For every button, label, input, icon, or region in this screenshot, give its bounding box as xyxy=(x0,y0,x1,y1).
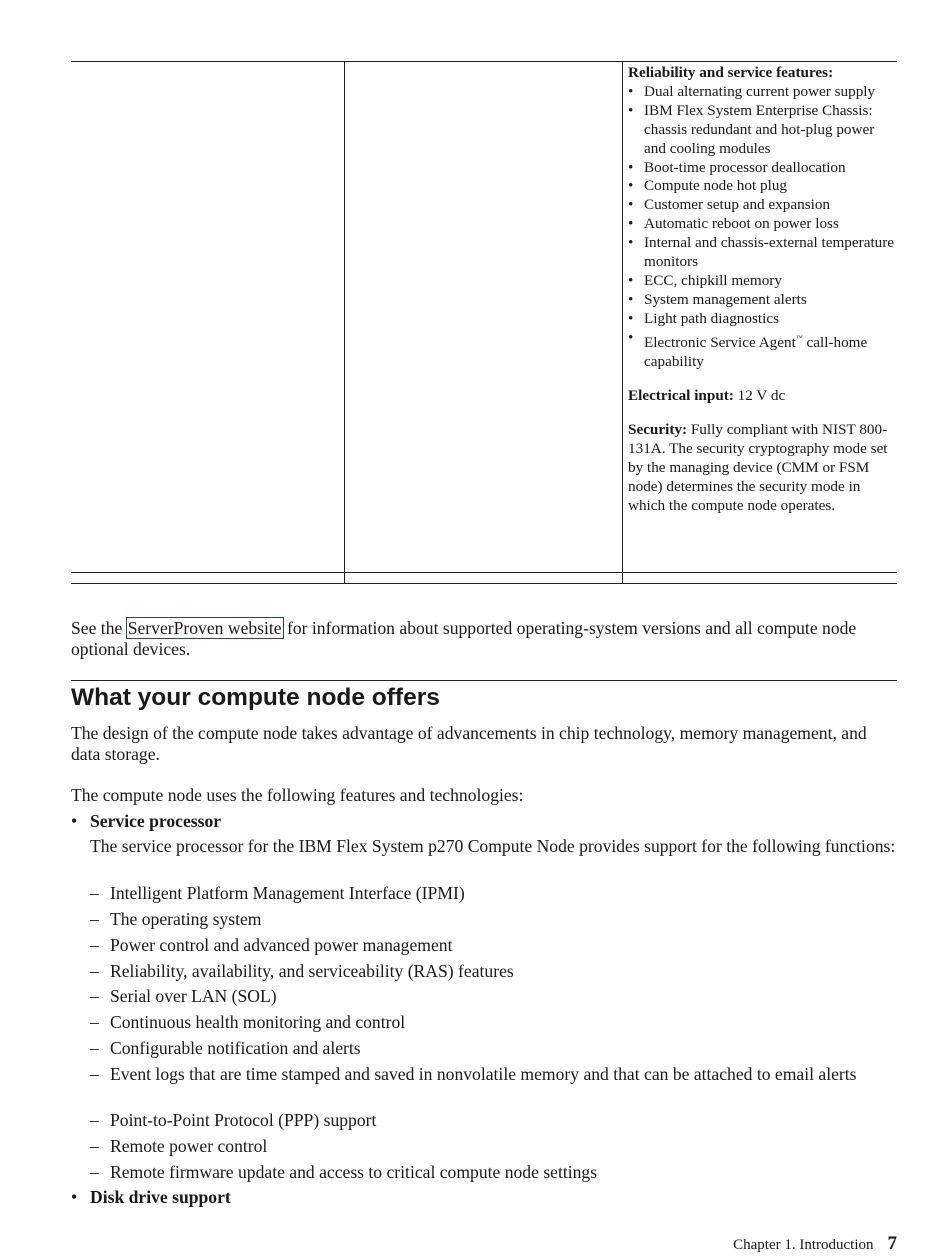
bullet-icon: • xyxy=(71,811,78,831)
list-item: • Automatic reboot on power loss xyxy=(628,215,896,234)
feature-title: Service processor xyxy=(90,811,222,831)
list-item: – Event logs that are time stamped and saved in nonvolatile memory and that can be attached to email alerts xyxy=(90,1064,857,1084)
list-item: • System management alerts xyxy=(628,291,896,310)
page-footer xyxy=(733,1234,897,1255)
see-prefix: See the xyxy=(71,618,127,638)
see-suffix: for information about supported operating-system versions and all compute node optional devices. xyxy=(71,618,857,659)
list-item: • IBM Flex System Enterprise Chassis: chassis redundant and hot-plug power and cooling modules xyxy=(628,102,896,159)
list-item: – Remote power control xyxy=(90,1136,268,1156)
table-row-rule xyxy=(71,572,897,573)
dash-icon: – xyxy=(90,883,99,903)
list-item: – Serial over LAN (SOL) xyxy=(90,986,277,1006)
list-item: • Light path diagnostics xyxy=(628,310,896,329)
electrical-label: Electrical input: xyxy=(628,387,734,404)
esa-suffix: call-home capability xyxy=(644,333,868,370)
page-number: 7 xyxy=(887,1233,897,1254)
table-bottom-rule xyxy=(71,583,897,584)
dash-icon: – xyxy=(90,909,99,929)
reliability-heading: Reliability and service features: xyxy=(628,64,834,81)
table-column-divider-2 xyxy=(622,61,623,583)
electrical-input xyxy=(628,387,896,406)
list-item: • Compute node hot plug xyxy=(628,177,896,196)
section-lead: The compute node uses the following features and technologies: xyxy=(71,785,524,805)
list-item: – The operating system xyxy=(90,909,262,929)
dash-icon: – xyxy=(90,1064,99,1084)
esa-prefix: Electronic Service Agent xyxy=(644,333,796,351)
feature-title: Disk drive support xyxy=(90,1187,231,1207)
list-item: – Continuous health monitoring and control xyxy=(90,1012,406,1032)
electrical-value: 12 V dc xyxy=(733,387,786,404)
list-item: • Internal and chassis-external temperature monitors xyxy=(628,234,896,272)
list-item: – Configurable notification and alerts xyxy=(90,1038,361,1058)
table-column-divider-1 xyxy=(344,61,345,583)
specifications-table xyxy=(71,61,897,584)
security-value: Fully compliant with NIST 800-131A. The security cryptography mode set by the managing device (CMM or FSM node) determines the security mode in which the compute node operates. xyxy=(628,421,888,515)
trademark-symbol: ™ xyxy=(795,333,803,342)
security-label: Security: xyxy=(628,421,688,439)
list-item: – Point-to-Point Protocol (PPP) support xyxy=(90,1110,377,1130)
list-item: • Boot-time processor deallocation xyxy=(628,159,896,178)
list-item: – Remote firmware update and access to critical compute node settings xyxy=(90,1162,598,1182)
see-serverproven-paragraph xyxy=(71,618,899,659)
dash-icon: – xyxy=(90,1012,99,1032)
list-item: • Dual alternating current power supply xyxy=(628,83,896,102)
chapter-label: Chapter 1. Introduction xyxy=(733,1237,874,1253)
security-info xyxy=(628,421,896,516)
list-item: – Intelligent Platform Management Interface (IPMI) xyxy=(90,883,465,903)
dash-icon: – xyxy=(90,1136,99,1156)
section-divider xyxy=(71,680,897,681)
section-intro: The design of the compute node takes advantage of advancements in chip technology, memory management, and data storage. xyxy=(71,723,867,764)
dash-icon: – xyxy=(90,1110,99,1130)
section-title: What your compute node offers xyxy=(71,684,440,711)
serverproven-link[interactable]: ServerProven website xyxy=(127,618,282,638)
reliability-list xyxy=(628,83,896,372)
dash-icon: – xyxy=(90,935,99,955)
list-item: • Customer setup and expansion xyxy=(628,196,896,215)
bullet-icon: • xyxy=(71,1187,78,1207)
list-item: – Power control and advanced power management xyxy=(90,935,453,955)
list-item: • ECC, chipkill memory xyxy=(628,272,896,291)
list-item-esa xyxy=(628,329,896,372)
list-item: – Reliability, availability, and serviceability (RAS) features xyxy=(90,961,514,981)
dash-icon: – xyxy=(90,961,99,981)
dash-icon: – xyxy=(90,986,99,1006)
dash-icon: – xyxy=(90,1162,99,1182)
dash-icon: – xyxy=(90,1038,99,1058)
table-top-rule xyxy=(71,61,897,62)
table-cell-reliability xyxy=(628,64,896,516)
feature-description: The service processor for the IBM Flex System p270 Compute Node provides support for the following functions: xyxy=(90,836,896,856)
